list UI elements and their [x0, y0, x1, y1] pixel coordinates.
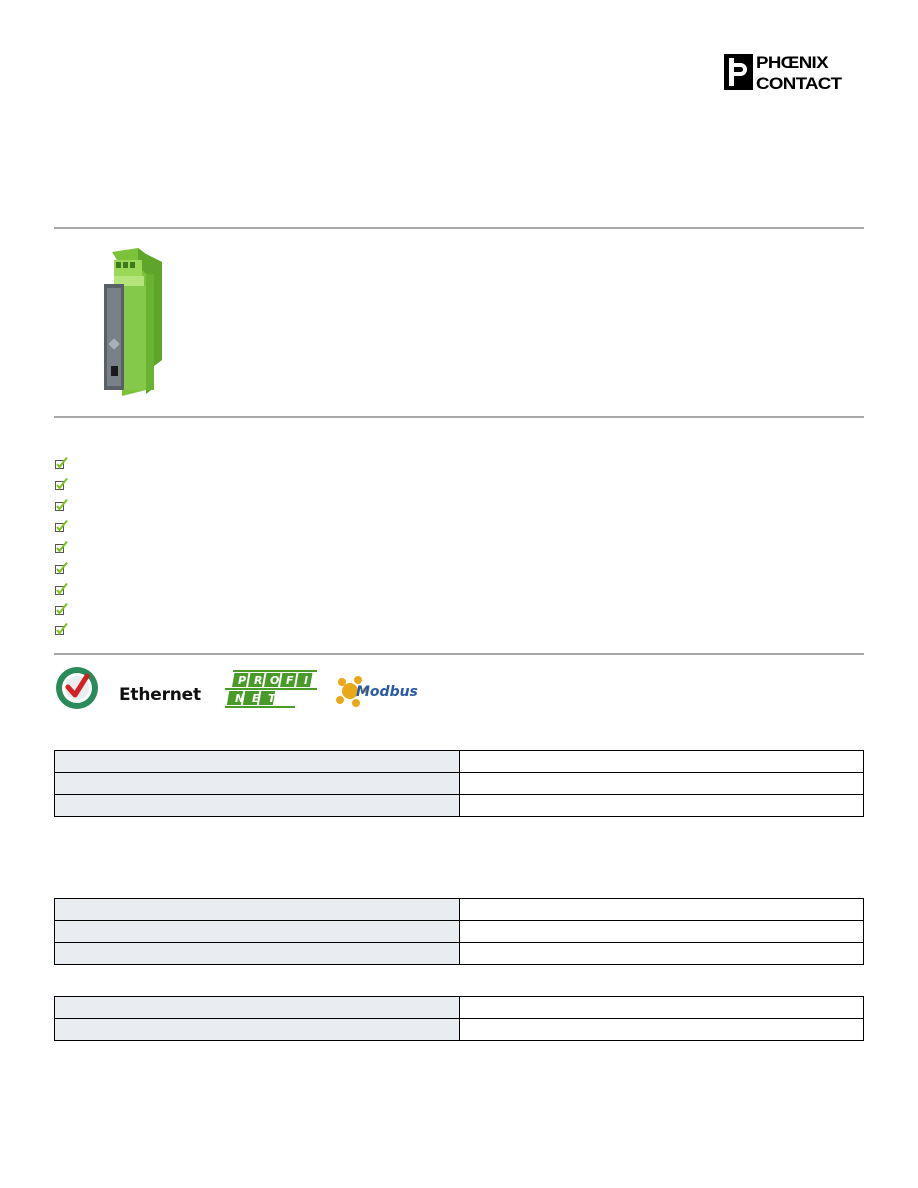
table-cell-key: [55, 751, 460, 773]
table-row: [55, 751, 864, 773]
section-divider-1: [54, 227, 864, 229]
checkbox-checked-icon: [55, 562, 68, 574]
checkbox-checked-icon: [55, 457, 68, 469]
svg-text:T: T: [268, 692, 276, 705]
table-cell-value: [460, 773, 864, 795]
logo-line-1: PHŒNIX: [756, 53, 828, 72]
table-cell-key: [55, 899, 460, 921]
svg-text:O: O: [270, 674, 280, 687]
spec-table-3: [54, 996, 864, 1041]
table-cell-value: [460, 921, 864, 943]
checkbox-checked-icon: [55, 541, 68, 553]
logo-line-2: CONTACT: [756, 74, 842, 93]
table-row: [55, 1019, 864, 1041]
table-row: [55, 997, 864, 1019]
section-divider-2: [54, 416, 864, 418]
table-cell-value: [460, 795, 864, 817]
table-cell-key: [55, 795, 460, 817]
spec-table-1: [54, 750, 864, 817]
table-row: [55, 773, 864, 795]
modbus-logo: [334, 674, 432, 708]
svg-text:P: P: [238, 674, 247, 687]
ethernet-logo: Ethernet: [119, 685, 201, 705]
svg-text:R: R: [254, 674, 263, 687]
modbus-logo-text: Modbus: [356, 684, 418, 700]
svg-text:F: F: [286, 674, 294, 687]
phoenix-contact-logo: [724, 54, 862, 92]
table-row: [55, 795, 864, 817]
table-cell-key: [55, 921, 460, 943]
product-image: [98, 248, 168, 396]
checkbox-checked-icon: [55, 623, 68, 635]
svg-text:N: N: [235, 692, 245, 705]
table-row: [55, 921, 864, 943]
table-row: [55, 899, 864, 921]
table-cell-value: [460, 899, 864, 921]
table-cell-key: [55, 773, 460, 795]
checkbox-checked-icon: [55, 499, 68, 511]
table-cell-value: [460, 943, 864, 965]
table-cell-key: [55, 997, 460, 1019]
table-cell-value: [460, 751, 864, 773]
table-cell-value: [460, 1019, 864, 1041]
spec-table-2: [54, 898, 864, 965]
svg-text:E: E: [252, 692, 260, 705]
phoenix-logo-mark-icon: [724, 54, 753, 90]
checkbox-checked-icon: [55, 478, 68, 490]
checkbox-checked-icon: [55, 603, 68, 615]
table-cell-value: [460, 997, 864, 1019]
checkbox-checked-icon: [55, 520, 68, 532]
section-divider-3: [54, 653, 864, 655]
table-cell-key: [55, 1019, 460, 1041]
table-row: [55, 943, 864, 965]
profinet-logo: [225, 670, 321, 708]
conformance-seal-icon: [54, 666, 100, 710]
svg-text:I: I: [304, 674, 309, 687]
checkbox-checked-icon: [55, 583, 68, 595]
table-cell-key: [55, 943, 460, 965]
